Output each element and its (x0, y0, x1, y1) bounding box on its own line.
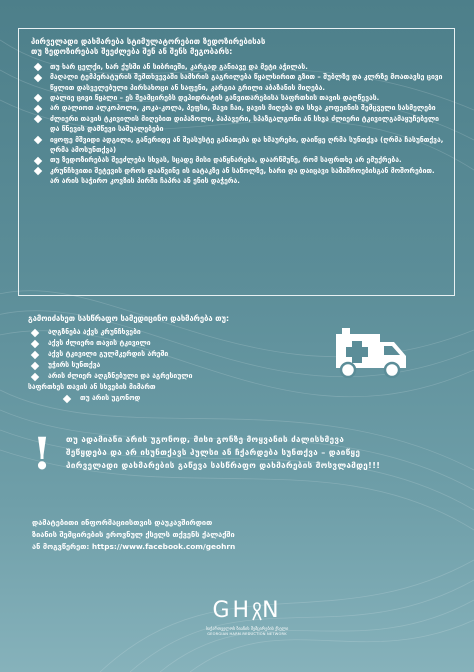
list-item (28, 393, 328, 404)
intro-line: თუ ზედოზირებას შეეძლება შენ ან შენს მეგობარს: (31, 47, 233, 57)
diamond-bullet-icon (34, 73, 42, 81)
logo-letter: G (212, 598, 233, 623)
logo-ribbon-icon (252, 601, 262, 621)
diamond-bullet-icon (34, 136, 42, 144)
ambulance-icon (332, 326, 410, 378)
list-item (28, 349, 328, 360)
symptom-list (31, 62, 444, 187)
list-item-text: არ დალიოთ ალკოჰოლი, კოკა-კოლა, პეფსი, შავი ჩაი, ყავის მიღება და სხვა კოფეინის შემცველი სასმელები (50, 104, 436, 113)
list-item-text: თუ ხარ ცელქი, ხარ ქუსში ან სიბრიეში, კარგად განიავე და მეტი აჭილას. (50, 62, 308, 71)
diamond-bullet-icon (34, 157, 42, 165)
list-item-text: თუ არის უგონოდ (80, 394, 141, 402)
list-item (31, 62, 444, 72)
diamond-bullet-icon (31, 350, 39, 358)
list-item-text: მაღალი ტემპერატურის შემთხვევაში სამხრის გაგრილება წყალსირით გზით – შუბლზე და კლრზე მოათავსე ცივი წყლით დასველებული პირსახოცი ან საფენი, კარგია გრილი აბაზანის მიღება. (50, 73, 443, 92)
warning-line: შეწყდება და არ ისუნთქავს ჰულსი ან ჩქარდება სუნთქვა – დაიწყე (66, 448, 361, 457)
warning-text (66, 433, 380, 477)
contact-line: დამატებითი ინფორმაციისთვის დაუკავშირდით (32, 518, 213, 527)
unconscious-warning (30, 429, 450, 480)
contact-line: ზიანის შემცირების ეროვნულ ქსელს თქვენს ქალაქში (32, 530, 235, 539)
exclamation-icon: ! (32, 429, 52, 480)
diamond-bullet-icon (34, 105, 42, 113)
diamond-bullet-icon (63, 394, 71, 402)
intro-text (31, 37, 444, 58)
diamond-bullet-icon (31, 339, 39, 347)
list-item (31, 93, 444, 103)
list-item (31, 72, 444, 93)
list-item (31, 114, 444, 135)
ghrn-logo (192, 600, 302, 637)
logo-subtitle-english: GEORGIAN HARM REDUCTION NETWORK (207, 632, 287, 636)
logo-mark (192, 600, 302, 622)
diamond-bullet-icon (31, 372, 39, 380)
diamond-bullet-icon (34, 94, 42, 102)
logo-subtitle-georgian: საქართველოს ზიანის შემცირების ქსელი (205, 626, 289, 631)
list-item-text: აქვს ტკივილი გულმკერდის არეში (48, 350, 169, 358)
list-item (28, 327, 328, 338)
diamond-bullet-icon (34, 63, 42, 71)
list-item-text: აღგზნება აქვს კრუნჩხვები (48, 328, 141, 336)
list-item (28, 371, 328, 382)
list-item (31, 155, 444, 165)
list-item (28, 338, 328, 349)
list-item-text: კრუნჩხვითი შეტევის დროს დააწვინე ის იატაკზე ან საწოლზე, ხარი და დაიცავი საშიშროებისგან მოშორებით. არ არის საჭირო კოვზის პირში ჩაპრა ან ენის დაჭერა. (50, 166, 435, 186)
contact-info (32, 517, 392, 553)
facebook-link[interactable]: https://www.facebook.com/geohrn (91, 542, 236, 551)
list-item-text: იყოფე მშვიდი ადგილი, განერიდე ან შეასუსტე განათება და ხმაურები, დაიწყე ღრმა სუნთქვა (ღრმა ჩასუნთქვა, ღრმა ამოსუნთქვა) (50, 135, 444, 155)
warning-line: თუ ადამიანი არის უგონოდ, მისი გონზე მოყვანის ძალისხმევა (66, 435, 345, 444)
warning-line: პირველადი დახმარების გაწევა სასწრაფო დახმარების მოსვლამდე!!! (66, 461, 381, 470)
logo-letter: N (262, 598, 282, 623)
diamond-bullet-icon (34, 167, 42, 175)
list-item-continuation: საფრთხეს თავის ან სხვების მიმართ (28, 383, 156, 391)
list-item (31, 103, 444, 113)
list-item-text: თუ ზედოზირებას შეეძლება სხვას, სცადე მისი დაწყნარება, დაარწმუნე, რომ საფრთხე არ ემუქრება. (50, 156, 402, 165)
list-item (31, 166, 444, 187)
overdose-first-aid-box (18, 28, 455, 296)
diamond-bullet-icon (34, 115, 42, 123)
logo-letter-h (233, 600, 263, 622)
call-ambulance-section (28, 313, 328, 404)
contact-line-with-link (32, 541, 392, 553)
logo-letter: H (232, 598, 253, 623)
list-item (31, 135, 444, 156)
list-item-text: არის ძლიერ აღგზნებული და აგრესიული (48, 372, 193, 380)
diamond-bullet-icon (31, 361, 39, 369)
diamond-bullet-icon (31, 328, 39, 336)
intro-line: პირველადი დახმარება სტიმულატორებით ზედოზირებისას (31, 37, 266, 46)
list-item-text: დალიე ცივი წყალი – ეს შეამცირებს დეჰიდრატის განვითარებისა საფრთხის თავის დაღწევას. (50, 94, 380, 103)
section-title: გამოიძახეთ სასწრაფო სამედიცინო დახმარება თუ: (28, 314, 230, 323)
list-item-text: უჭირს სუნთქვა (48, 361, 101, 369)
list-item-text: ძლიერი თავის ტკივილის მიღებით დიპაზოლი, პაპავერი, სპაზგალგონი ან სხვა ძლიერი ტკივილგამაყუჩებელი და წნევის დამწევი საშუალებები (50, 114, 439, 134)
contact-prefix: ან მოგვწერეთ: (32, 542, 90, 551)
list-item-text: აქვს ძლიერი თავის ტკივილი (48, 339, 151, 347)
list-item (28, 360, 328, 371)
ambulance-criteria-list (28, 327, 328, 382)
